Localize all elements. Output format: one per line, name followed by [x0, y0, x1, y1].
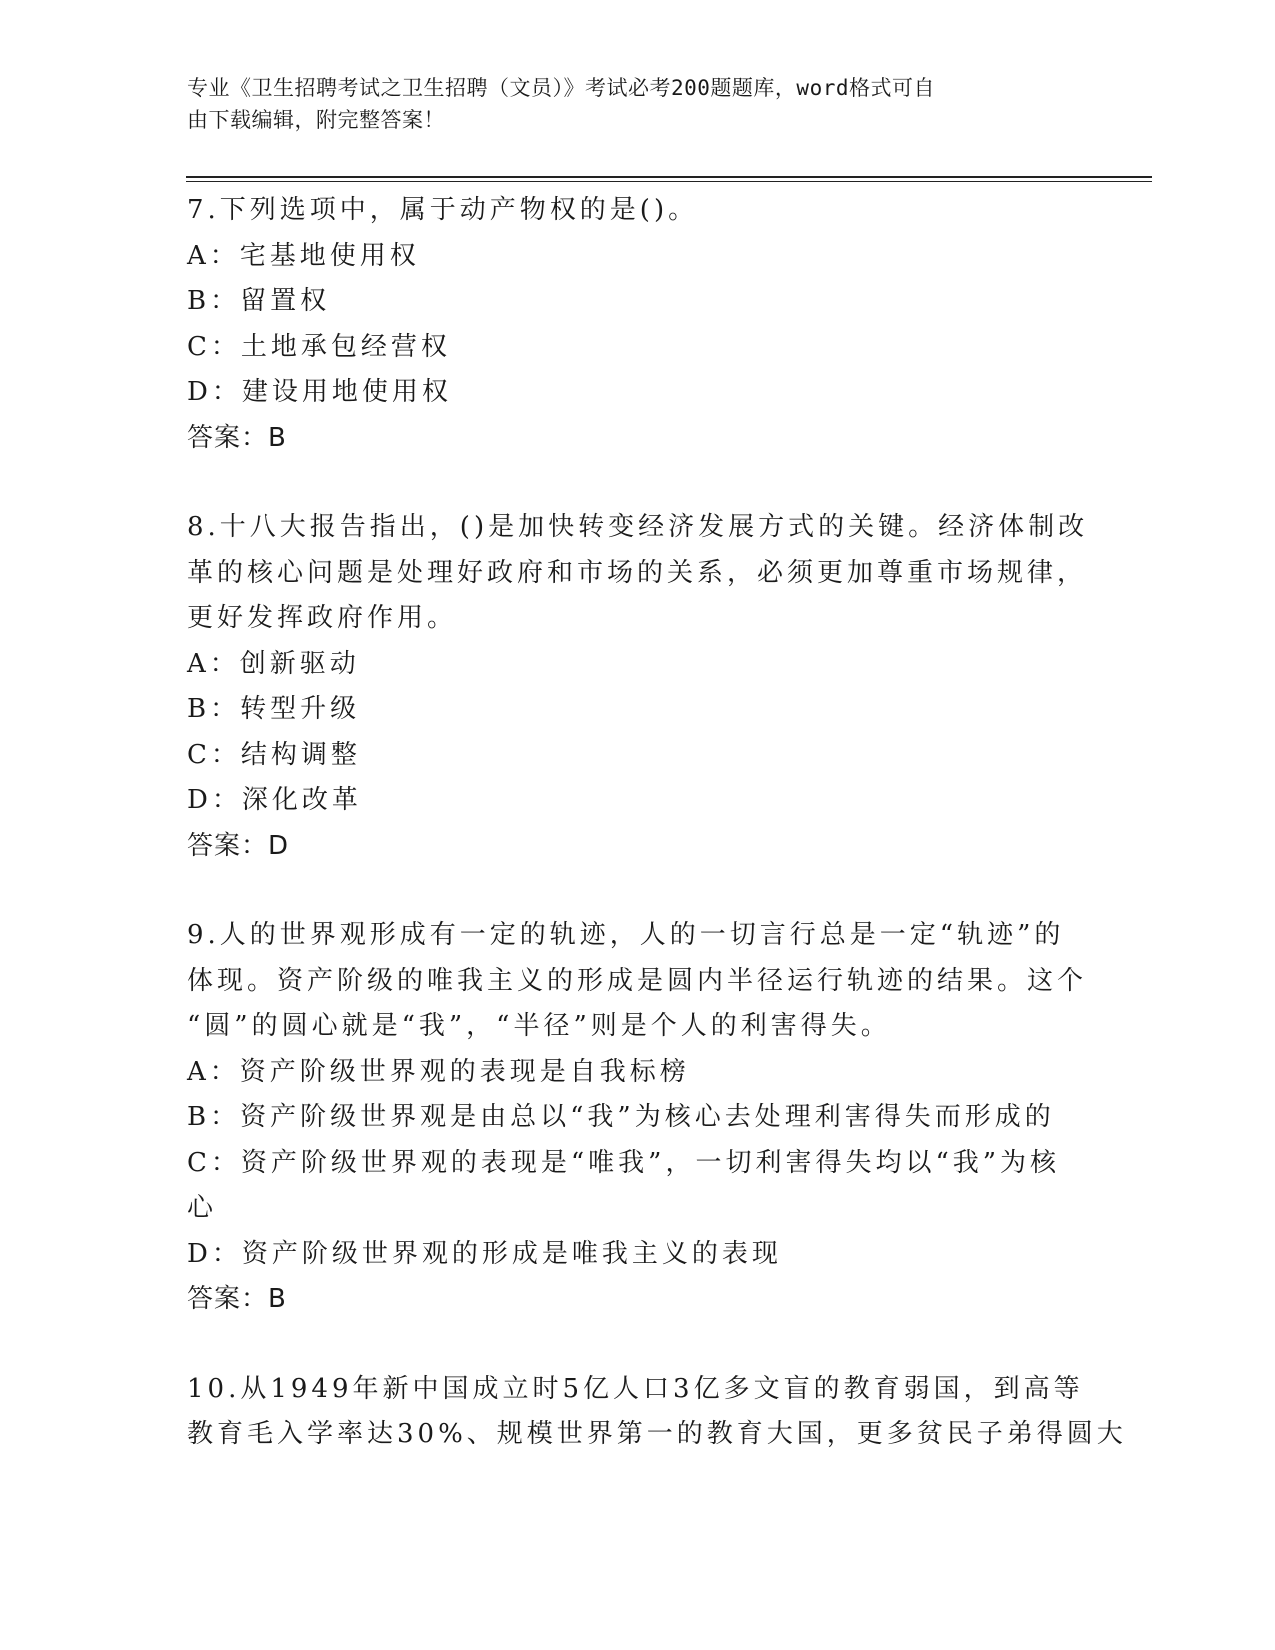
answer-option: C：资产阶级世界观的表现是“唯我”，一切利害得失均以“我”为核 — [187, 1147, 1061, 1178]
answer-option: B：留置权 — [187, 286, 331, 316]
question-gap — [187, 869, 1087, 913]
question-stem-line: 8.十八大报告指出，()是加快转变经济发展方式的关键。经济体制改 — [187, 512, 1089, 542]
answer-option: A：宅基地使用权 — [187, 240, 420, 271]
question-stem-line: 教育毛入学率达30%、规模世界第一的教育大国，更多贫民子弟得圆大 — [187, 1419, 1127, 1449]
answer-key: 答案：B — [187, 422, 287, 453]
question-gap — [187, 461, 1087, 505]
question-gap — [187, 1323, 1087, 1367]
question-block — [187, 505, 1087, 869]
question-stem-line: 革的核心问题是处理好政府和市场的关系，必须更加尊重市场规律， — [187, 557, 1088, 588]
answer-option: 心 — [187, 1193, 218, 1223]
header-line-1: 专业《卫生招聘考试之卫生招聘（文员）》考试必考200题题库，word格式可自 — [187, 76, 935, 100]
answer-option: D：建设用地使用权 — [187, 377, 452, 407]
question-stem-line: “圆”的圆心就是“我”，“半径”则是个人的利害得失。 — [187, 1011, 891, 1041]
question-list — [187, 188, 1127, 1458]
answer-option: A：资产阶级世界观的表现是自我标榜 — [187, 1056, 690, 1087]
answer-option: D：深化改革 — [187, 785, 362, 815]
question-stem-line: 体现。资产阶级的唯我主义的形成是圆内半径运行轨迹的结果。这个 — [187, 965, 1088, 996]
answer-option: C：结构调整 — [187, 739, 361, 770]
answer-key: 答案：D — [187, 830, 290, 861]
answer-option: B：资产阶级世界观是由总以“我”为核心去处理利害得失而形成的 — [187, 1102, 1055, 1132]
question-block — [187, 1367, 1127, 1458]
question-block — [187, 188, 1087, 461]
answer-key: 答案：B — [187, 1284, 287, 1314]
header-divider-thin — [186, 181, 1152, 182]
header-divider-thick — [186, 176, 1152, 178]
question-stem-line: 9.人的世界观形成有一定的轨迹，人的一切言行总是一定“轨迹”的 — [187, 920, 1065, 950]
answer-option: B：转型升级 — [187, 694, 361, 724]
answer-option: C：土地承包经营权 — [187, 331, 451, 362]
document-header — [187, 72, 1067, 136]
question-stem-line: 更好发挥政府作用。 — [187, 603, 458, 633]
header-line-2: 由下载编辑，附完整答案！ — [187, 108, 445, 132]
question-stem-line: 10.从1949年新中国成立时5亿人口3亿多文盲的教育弱国，到高等 — [187, 1373, 1084, 1404]
answer-option: D：资产阶级世界观的形成是唯我主义的表现 — [187, 1238, 782, 1269]
question-block — [187, 913, 1087, 1323]
question-stem-line: 7.下列选项中，属于动产物权的是()。 — [187, 195, 699, 225]
answer-option: A：创新驱动 — [187, 648, 360, 679]
